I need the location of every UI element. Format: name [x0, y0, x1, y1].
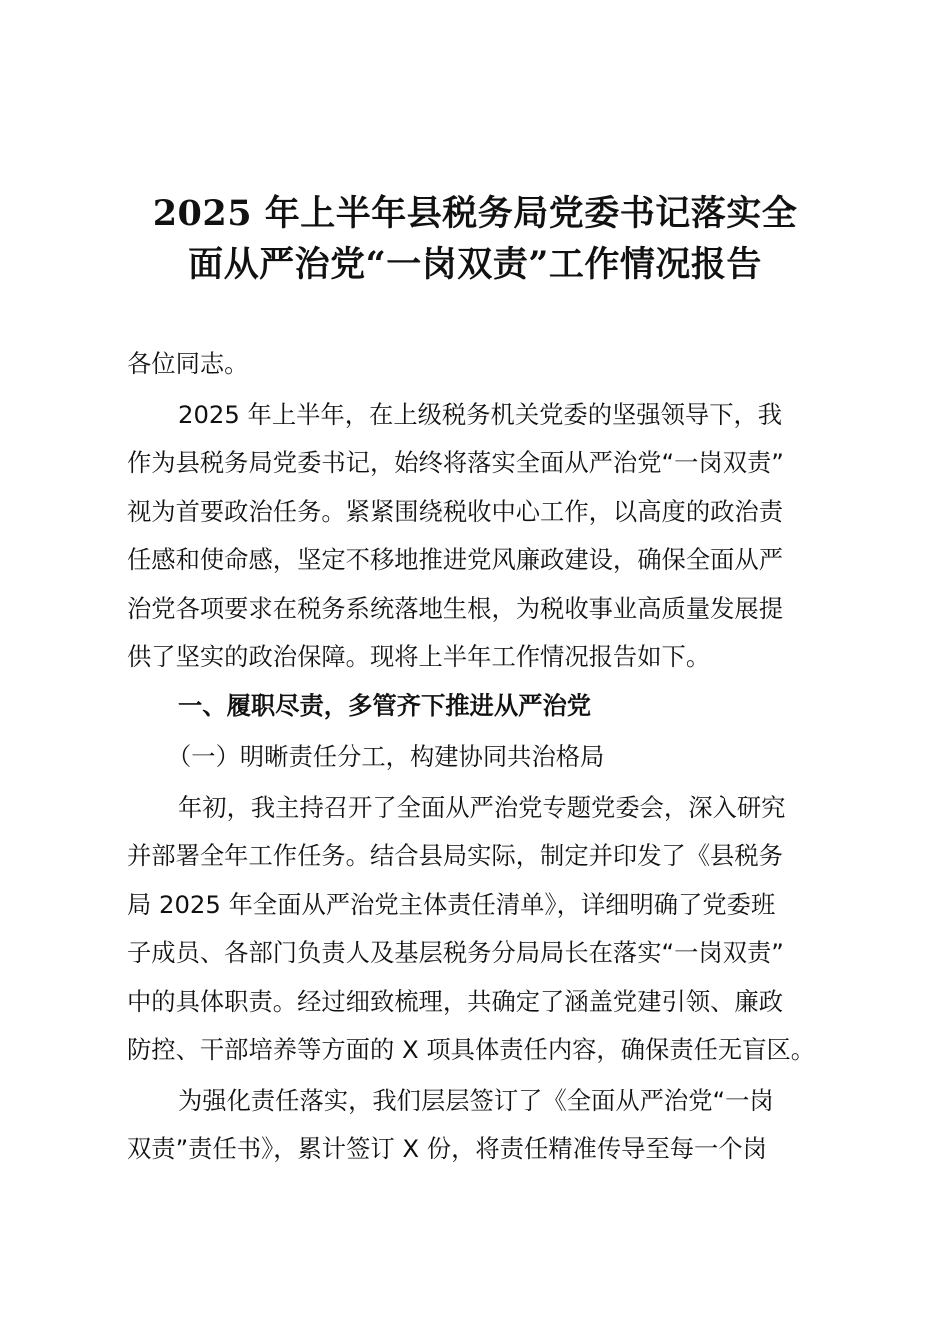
subsection-heading: （一）明晰责任分工，构建协同共治格局 — [167, 741, 605, 771]
body-paragraph-1 — [127, 784, 827, 1075]
paragraph-line: 并部署全年工作任务。结合县局实际，制定并印发了《县税务 — [127, 841, 784, 870]
paragraph-line: 局 2025 年全面从严治党主体责任清单》，详细明确了党委班 — [127, 889, 776, 919]
intro-paragraph — [127, 391, 827, 682]
paragraph-line: 年初，我主持召开了全面从严治党专题党委会，深入研究 — [178, 792, 786, 822]
paragraph-line: 防控、干部培养等方面的 X 项具体责任内容，确保责任无盲区。 — [127, 1035, 816, 1064]
title-line-1: 2025 年上半年县税务局党委书记落实全 — [152, 193, 798, 234]
salutation: 各位同志。 — [127, 349, 249, 378]
document-title — [100, 188, 850, 290]
title-line-2: 面从严治党“一岗双责”工作情况报告 — [188, 244, 762, 285]
body-paragraph-2 — [127, 1077, 827, 1174]
paragraph-line: 供了坚实的政治保障。现将上半年工作情况报告如下。 — [127, 642, 711, 671]
paragraph-line: 视为首要政治任务。紧紧围绕税收中心工作，以高度的政治责 — [127, 496, 784, 526]
document-body — [127, 340, 827, 1174]
paragraph-line: 子成员、各部门负责人及基层税务分局局长在落实“一岗双责” — [127, 938, 784, 967]
paragraph-line: 作为县税务局党委书记，始终将落实全面从严治党“一岗双责” — [127, 448, 784, 477]
section-heading: 一、履职尽责，多管齐下推进从严治党 — [178, 690, 592, 720]
paragraph-line: 为强化责任落实，我们层层签订了《全面从严治党“一岗 — [178, 1085, 774, 1115]
paragraph-line: 双责”责任书》，累计签订 X 份，将责任精准传导至每一个岗 — [127, 1134, 767, 1163]
paragraph-line: 2025 年上半年，在上级税务机关党委的坚强领导下，我 — [178, 399, 783, 429]
paragraph-line: 中的具体职责。经过细致梳理，共确定了涵盖党建引领、廉政 — [127, 986, 784, 1016]
paragraph-line: 任感和使命感，坚定不移地推进党风廉政建设，确保全面从严 — [127, 545, 784, 574]
paragraph-line: 治党各项要求在税务系统落地生根，为税收事业高质量发展提 — [127, 593, 784, 623]
